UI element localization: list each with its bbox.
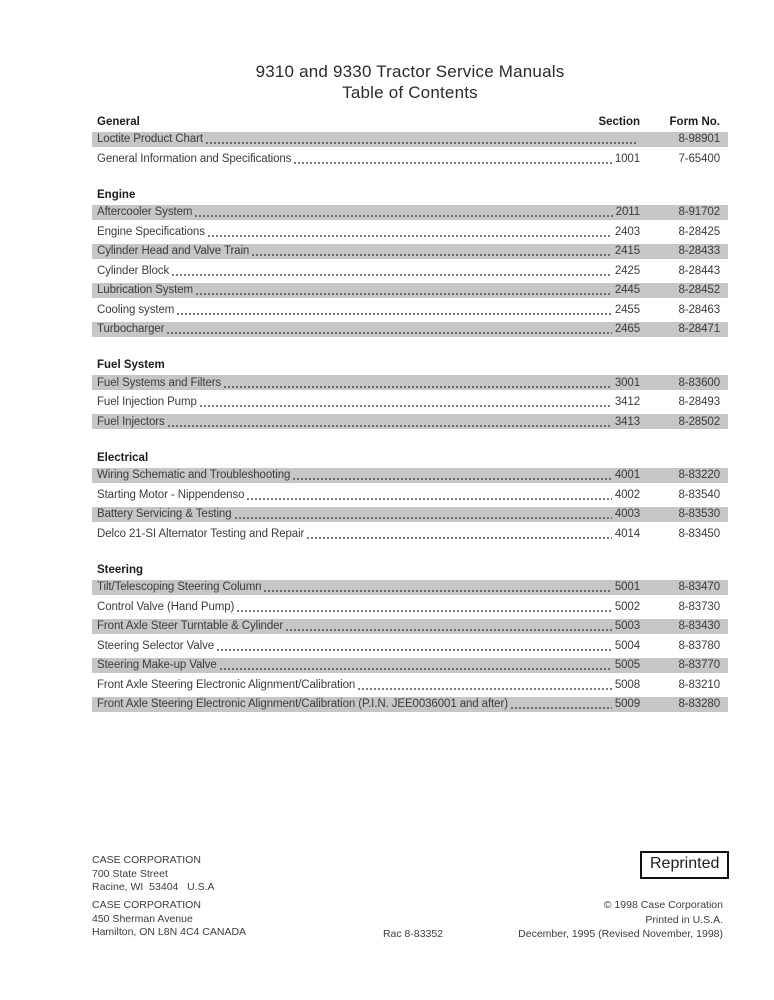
toc-row	[92, 658, 728, 673]
dot-leader	[307, 537, 612, 539]
footer-date-line: December, 1995 (Revised November, 1998)	[518, 928, 723, 940]
toc-row	[92, 151, 728, 166]
toc-row	[92, 599, 728, 614]
reprinted-badge: Reprinted	[640, 851, 729, 879]
toc-entry-section: 2455	[614, 303, 640, 316]
toc-entry-title: Aftercooler System	[97, 206, 193, 218]
toc-entry-form: 8-83470	[678, 581, 720, 593]
toc-row	[92, 619, 728, 634]
doc-title-line2: Table of Contents	[342, 82, 478, 102]
toc-row	[92, 263, 728, 278]
toc-entry-section: 5001	[614, 581, 640, 593]
toc-entry-title: Engine Specifications	[97, 225, 205, 238]
dot-leader	[195, 215, 612, 217]
dot-leader	[208, 235, 612, 237]
toc-section	[92, 560, 728, 712]
toc-entry-form: 8-98901	[678, 133, 720, 145]
toc-entry-section: 3413	[614, 415, 640, 428]
toc-row	[92, 414, 728, 429]
toc-section-header-row	[92, 112, 728, 132]
toc-entry-title: Cooling system	[97, 303, 175, 316]
toc-section	[92, 112, 728, 166]
footer-printed-in: Printed in U.S.A.	[645, 913, 723, 926]
dot-leader	[172, 274, 612, 276]
toc-entry-title: Loctite Product Chart	[97, 133, 203, 145]
toc-entry-form: 8-28502	[678, 415, 720, 428]
toc-entry-form: 8-83210	[678, 678, 720, 691]
footer-company-us: CASE CORPORATION	[92, 854, 201, 866]
dot-leader	[200, 405, 612, 407]
footer-address-ca	[92, 899, 246, 940]
dot-leader	[196, 293, 612, 295]
toc-entry-form: 8-83220	[678, 469, 720, 481]
toc-entry-section: 5004	[614, 639, 640, 652]
column-header-section: Section	[598, 115, 640, 128]
dot-leader	[224, 386, 612, 388]
toc-row	[92, 132, 728, 147]
toc-entry-section: 5008	[614, 678, 640, 691]
toc-entry-section: 5009	[614, 698, 640, 710]
dot-leader	[294, 162, 611, 164]
toc-entry-form: 8-83730	[678, 600, 720, 613]
toc-section-title: Electrical	[97, 451, 149, 464]
toc-entry-title: Turbocharger	[97, 323, 165, 335]
toc-entry-section: 4001	[614, 469, 640, 481]
toc-entry-form: 8-28493	[678, 396, 720, 408]
toc-row	[92, 638, 728, 653]
dot-leader	[252, 254, 612, 256]
toc-entry-section: 2415	[614, 245, 640, 257]
dot-leader	[511, 707, 612, 709]
toc-section-header-row	[92, 448, 728, 468]
toc-row	[92, 302, 728, 317]
footer-city-us: Racine, WI 53404 U.S.A	[92, 881, 215, 893]
toc-entry-title: General Information and Specifications	[97, 152, 292, 165]
toc-entry-title: Lubrication System	[97, 284, 193, 296]
toc-entry-form: 8-28433	[678, 245, 720, 257]
dot-leader	[206, 142, 637, 144]
toc-entry-title: Steering Selector Valve	[97, 639, 215, 652]
toc-entry-form: 8-83780	[678, 639, 720, 652]
toc-row	[92, 244, 728, 259]
toc-entry-form: 7-65400	[678, 152, 720, 165]
dot-leader	[235, 517, 612, 519]
footer-street-us: 700 State Street	[92, 867, 168, 880]
toc-entry-section: 4003	[614, 508, 640, 520]
doc-title-line1: 9310 and 9330 Tractor Service Manuals	[255, 62, 565, 81]
footer-street-ca: 450 Sherman Avenue	[92, 912, 193, 925]
footer-city-ca: Hamilton, ON L8N 4C4 CANADA	[92, 926, 247, 938]
toc-row	[92, 526, 728, 541]
dot-leader	[217, 649, 612, 651]
toc-entry-form: 8-83600	[678, 376, 720, 389]
toc-entry-title: Cylinder Head and Valve Train	[97, 245, 250, 257]
toc-entry-section: 2445	[614, 284, 640, 296]
toc-section-title: Engine	[97, 188, 136, 201]
toc-section-title: Steering	[97, 563, 144, 576]
toc-section-title: Fuel System	[97, 359, 165, 372]
toc-entry-section: 5005	[614, 659, 640, 671]
toc-entry-title: Steering Make-up Valve	[97, 659, 217, 671]
toc-entry-title: Front Axle Steering Electronic Alignment/Calibration (P.I.N. JEE0036001 and after)	[97, 698, 508, 710]
toc-section	[92, 448, 728, 541]
toc-row	[92, 677, 728, 692]
dot-leader	[177, 313, 612, 315]
toc-entry-title: Control Valve (Hand Pump)	[97, 600, 235, 613]
toc-entry-title: Tilt/Telescoping Steering Column	[97, 581, 262, 593]
toc-entry-form: 8-83530	[678, 508, 720, 520]
footer-publication-info	[518, 898, 723, 942]
toc-entry-section: 4002	[614, 488, 640, 501]
toc-entry-section: 5002	[614, 600, 640, 613]
dot-leader	[167, 332, 611, 334]
toc-entry-form: 8-28452	[678, 284, 720, 296]
dot-leader	[293, 478, 612, 480]
toc-section-header-row	[92, 185, 728, 205]
toc-entry-title: Cylinder Block	[97, 264, 170, 277]
toc-section-header-row	[92, 356, 728, 376]
toc-row	[92, 205, 728, 220]
toc-entry-form: 8-28443	[678, 264, 720, 277]
toc-entry-section: 3001	[614, 376, 640, 389]
dot-leader	[264, 590, 611, 592]
toc-entry-title: Fuel Injectors	[97, 415, 165, 428]
toc-entry-section: 3412	[614, 396, 640, 408]
rac-number: Rac 8-83352	[382, 928, 444, 940]
toc-row	[92, 468, 728, 483]
column-header-form: Form No.	[669, 115, 720, 128]
toc-entry-section: 5003	[614, 620, 640, 632]
toc-row	[92, 395, 728, 410]
dot-leader	[168, 425, 612, 427]
toc-entry-form: 8-91702	[678, 206, 720, 218]
footer-company-ca: CASE CORPORATION	[92, 899, 201, 911]
toc-entry-section: 2011	[615, 206, 640, 218]
toc-row	[92, 283, 728, 298]
toc-section-header-row	[92, 560, 728, 580]
toc-entry-title: Starting Motor - Nippendenso	[97, 488, 245, 501]
toc-entry-form: 8-28425	[678, 225, 720, 238]
toc-row	[92, 697, 728, 712]
toc-entry-section: 2465	[614, 323, 640, 335]
toc-entry-title: Battery Servicing & Testing	[97, 508, 232, 520]
dot-leader	[237, 610, 612, 612]
footer-copyright: © 1998 Case Corporation	[603, 899, 723, 911]
toc-entry-title: Delco 21-SI Alternator Testing and Repair	[97, 527, 305, 540]
toc-entry-section: 2403	[614, 225, 640, 238]
toc-entry-form: 8-28463	[678, 303, 720, 316]
dot-leader	[220, 668, 612, 670]
toc-row	[92, 487, 728, 502]
toc-entry-form: 8-83450	[678, 527, 720, 540]
toc-row	[92, 322, 728, 337]
toc-entry-form: 8-83430	[678, 620, 720, 632]
toc-entry-form: 8-28471	[678, 323, 720, 335]
toc-entry-section: 2425	[614, 264, 640, 277]
toc-entry-form: 8-83770	[678, 659, 720, 671]
toc-section	[92, 356, 728, 430]
footer-address-us	[92, 854, 215, 895]
toc-entry-title: Front Axle Steering Electronic Alignment/Calibration	[97, 678, 356, 691]
toc-row	[92, 507, 728, 522]
toc-entry-title: Fuel Systems and Filters	[97, 376, 222, 389]
dot-leader	[247, 498, 611, 500]
toc-entry-section: 4014	[614, 527, 640, 540]
toc-entry-title: Fuel Injection Pump	[97, 396, 197, 408]
toc-row	[92, 224, 728, 239]
table-of-contents	[92, 112, 728, 712]
toc-entry-section: 1001	[614, 152, 640, 165]
toc-entry-title: Wiring Schematic and Troubleshooting	[97, 469, 291, 481]
doc-title	[92, 62, 728, 103]
toc-section-title: General	[97, 115, 140, 128]
toc-entry-form: 8-83280	[678, 698, 720, 710]
toc-section	[92, 185, 728, 337]
toc-row	[92, 375, 728, 390]
dot-leader	[358, 688, 612, 690]
dot-leader	[286, 629, 612, 631]
toc-entry-title: Front Axle Steer Turntable & Cylinder	[97, 620, 284, 632]
toc-row	[92, 580, 728, 595]
toc-entry-form: 8-83540	[678, 488, 720, 501]
